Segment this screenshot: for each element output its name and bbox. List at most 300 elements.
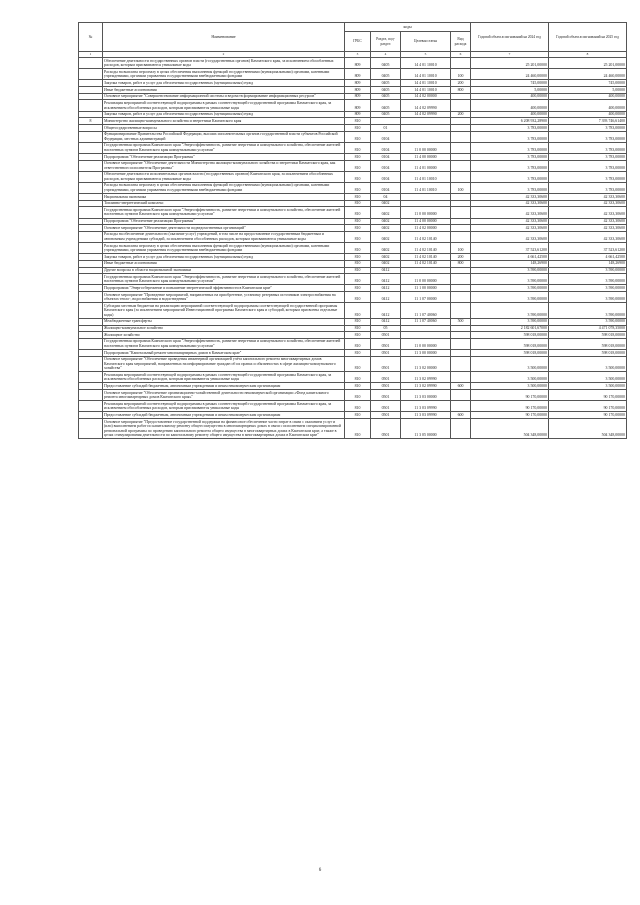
row-vr — [451, 285, 471, 292]
table-row — [79, 254, 627, 261]
row-sum-2025: 3 783,00000 — [549, 131, 627, 142]
row-rzpr: 0405 — [371, 87, 401, 94]
table-row — [79, 142, 627, 153]
row-csr: 11 4 02 00000 — [401, 225, 451, 232]
row-sum-2025: 3 590,00000 — [549, 303, 627, 319]
row-vr: 200 — [451, 80, 471, 87]
row-rzpr: 0405 — [371, 100, 401, 111]
row-number — [79, 285, 103, 292]
row-csr: 11 3 02 09990 — [401, 383, 451, 390]
row-sum-2024: 3 783,00000 — [471, 124, 549, 131]
table-body — [79, 58, 627, 439]
row-grbs: 810 — [345, 200, 371, 207]
table-row — [79, 285, 627, 292]
row-rzpr: 01 — [371, 124, 401, 131]
row-rzpr: 0402 — [371, 254, 401, 261]
row-csr: 11 3 02 00000 — [401, 356, 451, 372]
row-grbs: 810 — [345, 207, 371, 218]
row-name: Жилищно-коммунальное хозяйство — [103, 325, 345, 332]
row-grbs: 810 — [345, 303, 371, 319]
row-csr — [401, 325, 451, 332]
row-number — [79, 383, 103, 390]
table-header — [79, 23, 627, 58]
row-number — [79, 267, 103, 274]
row-grbs: 810 — [345, 412, 371, 419]
row-grbs: 810 — [345, 285, 371, 292]
row-grbs: 810 — [345, 124, 371, 131]
table-row — [79, 390, 627, 401]
row-sum-2025: 3 590,00000 — [549, 285, 627, 292]
row-sum-2025: 42 333,30600 — [549, 200, 627, 207]
page-number: 6 — [318, 868, 322, 873]
row-rzpr — [371, 118, 401, 125]
row-name: Другие вопросы в области национальной экономики — [103, 267, 345, 274]
row-sum-2025: 3 783,00000 — [549, 153, 627, 160]
row-sum-2024: 504 348,00000 — [471, 419, 549, 439]
row-number — [79, 87, 103, 94]
row-name: Закупка товаров, работ и услуг для обеспечения государственных (муниципальных) нужд — [103, 111, 345, 118]
row-sum-2025: 24 460,00000 — [549, 69, 627, 80]
row-grbs: 810 — [345, 338, 371, 349]
table-row — [79, 207, 627, 218]
row-vr — [451, 218, 471, 225]
row-csr: 14 4 01 10010 — [401, 58, 451, 69]
row-sum-2024: 5,00000 — [471, 87, 549, 94]
header-codes: коды — [345, 23, 471, 32]
column-number: 1 — [79, 52, 103, 58]
table-row — [79, 338, 627, 349]
row-name: Общегосударственные вопросы — [103, 124, 345, 131]
row-sum-2024: 3 783,00000 — [471, 182, 549, 193]
row-grbs: 809 — [345, 58, 371, 69]
table-row — [79, 372, 627, 383]
row-sum-2025: 7 393 746,61400 — [549, 118, 627, 125]
row-sum-2024: 90 170,00000 — [471, 412, 549, 419]
row-vr — [451, 124, 471, 131]
row-sum-2025: 90 170,00000 — [549, 401, 627, 412]
row-rzpr: 0104 — [371, 160, 401, 171]
row-csr: 11 4 02 10140 — [401, 231, 451, 242]
row-name: Основное мероприятие "Обеспечение деятельности Министерства жилищно-коммунального хозяйства и энергетики Камчатского края, как ответственного исполнителя Программы" — [103, 160, 345, 171]
row-grbs: 809 — [345, 80, 371, 87]
row-rzpr: 0412 — [371, 318, 401, 325]
column-number: 5 — [401, 52, 451, 58]
row-rzpr: 0402 — [371, 231, 401, 242]
row-csr: 11 1 07 40060 — [401, 318, 451, 325]
row-name: Расходы на обеспечение деятельности (оказание услуг) учреждений, в том числе на предоставление государственным бюджетным и автономным учреждениям субсидий, за исключением обособленных расходов, которым присваиваются уникальные коды — [103, 231, 345, 242]
row-sum-2024: 3 590,00000 — [471, 303, 549, 319]
row-number — [79, 401, 103, 412]
row-name: Субсидии местным бюджетам на реализацию мероприятий соответствующей подпрограммы соответствующей государственной программы Камчатского края (за исключением мероприятий Инвестиционной программы Камчатского края и субсидий, которым присвоены отдельные коды) — [103, 303, 345, 319]
row-grbs: 810 — [345, 292, 371, 303]
table-row — [79, 419, 627, 439]
row-sum-2025: 3 500,00000 — [549, 383, 627, 390]
row-sum-2024: 3 783,00000 — [471, 153, 549, 160]
row-sum-2025: 3 783,00000 — [549, 124, 627, 131]
row-grbs: 810 — [345, 194, 371, 201]
row-vr: 200 — [451, 111, 471, 118]
row-sum-2025: 3 590,00000 — [549, 292, 627, 303]
row-sum-2024: 3 590,00000 — [471, 318, 549, 325]
row-csr: 11 3 03 00000 — [401, 390, 451, 401]
row-grbs: 810 — [345, 383, 371, 390]
row-number — [79, 171, 103, 182]
row-number — [79, 292, 103, 303]
row-rzpr: 05 — [371, 325, 401, 332]
row-number — [79, 274, 103, 285]
row-rzpr: 0412 — [371, 303, 401, 319]
row-sum-2025: 504 348,00000 — [549, 419, 627, 439]
row-sum-2024: 3 500,00000 — [471, 356, 549, 372]
row-number — [79, 182, 103, 193]
row-csr: 11 4 01 00000 — [401, 160, 451, 171]
table-row — [79, 412, 627, 419]
row-sum-2024: 745,00000 — [471, 80, 549, 87]
row-sum-2025: 400,00000 — [549, 93, 627, 100]
row-grbs: 809 — [345, 93, 371, 100]
row-csr: 11 1 07 40060 — [401, 303, 451, 319]
row-csr: 11 4 02 10140 — [401, 243, 451, 254]
row-name: Межбюджетные трансферты — [103, 318, 345, 325]
row-grbs: 809 — [345, 69, 371, 80]
row-sum-2024: 3 590,00000 — [471, 267, 549, 274]
row-vr — [451, 194, 471, 201]
row-grbs: 810 — [345, 182, 371, 193]
row-rzpr: 0402 — [371, 207, 401, 218]
table-row — [79, 118, 627, 125]
row-sum-2025: 25 201,00000 — [549, 58, 627, 69]
row-number — [79, 338, 103, 349]
row-grbs: 810 — [345, 350, 371, 357]
row-csr: 11 4 02 10140 — [401, 254, 451, 261]
row-vr: 100 — [451, 243, 471, 254]
row-number — [79, 80, 103, 87]
row-sum-2025: 90 170,00000 — [549, 390, 627, 401]
table-row — [79, 124, 627, 131]
row-number — [79, 243, 103, 254]
row-sum-2025: 3 783,00000 — [549, 142, 627, 153]
row-sum-2025: 745,00000 — [549, 80, 627, 87]
row-sum-2025: 42 333,30600 — [549, 218, 627, 225]
table-row — [79, 80, 627, 87]
row-name: Расходы на выплаты персоналу в целях обеспечения выполнения функций государственными (муниципальными) органами, казенными учреждениями, органами управления государственными внебюджетными фондами — [103, 243, 345, 254]
row-number — [79, 142, 103, 153]
table-row — [79, 87, 627, 94]
row-number — [79, 93, 103, 100]
row-vr — [451, 58, 471, 69]
column-number: 2 — [103, 52, 345, 58]
table-row — [79, 303, 627, 319]
row-csr — [401, 332, 451, 339]
table-row — [79, 401, 627, 412]
row-csr: 11 4 00 00000 — [401, 153, 451, 160]
row-name: Основное мероприятие "Предоставление государственной поддержки на финансовое обеспечение части затрат в связи с оказанием услуг и (или) выполнением работ по капитальному ремонту общего имущества в многоквартирных домах в связи с исполнением специализированной региональной программы по проведению капитального ремонта общего имущества в многоквартирных домах в Камчатском крае, а также в целях стимулирования деятельности по капитальному ремонту общего имущества в многоквартирных домах в Камчатском крае" — [103, 419, 345, 439]
row-rzpr: 0104 — [371, 182, 401, 193]
row-vr — [451, 292, 471, 303]
row-csr: 11 3 05 00000 — [401, 419, 451, 439]
row-sum-2024: 42 333,30600 — [471, 225, 549, 232]
row-rzpr: 0402 — [371, 243, 401, 254]
row-rzpr: 0412 — [371, 274, 401, 285]
row-name: Государственная программа Камчатского края "Энергоэффективность, развитие энергетики и коммунального хозяйства, обеспечение жителей населенных пунктов Камчатского края коммунальными услугами" — [103, 338, 345, 349]
table-row — [79, 194, 627, 201]
row-number — [79, 225, 103, 232]
row-rzpr: 0405 — [371, 80, 401, 87]
row-name: Расходы на выплаты персоналу в целях обеспечения выполнения функций государственными (муниципальными) органами, казенными учреждениями, органами управления государственными внебюджетными фондами — [103, 69, 345, 80]
row-grbs: 810 — [345, 118, 371, 125]
row-sum-2024: 3 783,00000 — [471, 171, 549, 182]
row-sum-2024: 42 333,30600 — [471, 194, 549, 201]
row-grbs: 810 — [345, 274, 371, 285]
row-csr: 14 4 01 10010 — [401, 87, 451, 94]
row-sum-2025: 42 333,30600 — [549, 194, 627, 201]
row-rzpr: 0405 — [371, 111, 401, 118]
row-csr: 11 1 00 00000 — [401, 285, 451, 292]
row-sum-2025: 148,26900 — [549, 260, 627, 267]
row-vr — [451, 267, 471, 274]
row-sum-2025: 598 018,00000 — [549, 338, 627, 349]
row-vr — [451, 231, 471, 242]
row-vr — [451, 131, 471, 142]
row-number: 8 — [79, 118, 103, 125]
header-rzpr: Раздел, под-раздел — [371, 32, 401, 52]
row-number — [79, 260, 103, 267]
row-name: Реализация мероприятий соответствующей подпрограммы в рамках соответствующей государственной программы Камчатского края, за исключением обособленных расходов, которым присваиваются уникальные коды — [103, 100, 345, 111]
table-row — [79, 332, 627, 339]
row-csr — [401, 124, 451, 131]
row-sum-2025: 598 018,00000 — [549, 332, 627, 339]
row-vr — [451, 303, 471, 319]
row-grbs: 810 — [345, 372, 371, 383]
row-vr — [451, 171, 471, 182]
row-name: Основное мероприятие "Проведение мероприятий, направленных на приобретение, установку резервных источников электроснабжения на объектах тепло-, водоснабжения и водоотведения" — [103, 292, 345, 303]
row-grbs: 810 — [345, 419, 371, 439]
row-csr: 11 3 03 09990 — [401, 401, 451, 412]
row-grbs: 810 — [345, 225, 371, 232]
row-vr — [451, 142, 471, 153]
table-row — [79, 383, 627, 390]
row-rzpr: 0501 — [371, 356, 401, 372]
row-sum-2025: 598 018,00000 — [549, 350, 627, 357]
row-grbs: 810 — [345, 356, 371, 372]
row-grbs: 810 — [345, 325, 371, 332]
row-csr: 14 4 01 10010 — [401, 80, 451, 87]
row-sum-2025: 3 590,00000 — [549, 274, 627, 285]
row-rzpr: 0501 — [371, 372, 401, 383]
row-grbs: 810 — [345, 142, 371, 153]
row-number — [79, 231, 103, 242]
column-number: 8 — [549, 52, 627, 58]
row-sum-2024: 2 182 601,67000 — [471, 325, 549, 332]
row-sum-2025: 37 523,61200 — [549, 243, 627, 254]
row-vr — [451, 200, 471, 207]
row-vr: 200 — [451, 254, 471, 261]
row-name: Топливно-энергетический комплекс — [103, 200, 345, 207]
row-rzpr: 0402 — [371, 225, 401, 232]
row-rzpr: 0402 — [371, 200, 401, 207]
row-number — [79, 100, 103, 111]
row-name: Подпрограмма "Энергосбережение и повышение энергетической эффективности в Камчатском крае" — [103, 285, 345, 292]
row-vr: 500 — [451, 318, 471, 325]
row-rzpr: 0402 — [371, 218, 401, 225]
row-sum-2024: 42 333,30600 — [471, 231, 549, 242]
row-sum-2024: 598 018,00000 — [471, 332, 549, 339]
row-csr: 14 4 01 10010 — [401, 69, 451, 80]
row-name: Основное мероприятие "Обеспечение деятельности подведомственных организаций" — [103, 225, 345, 232]
header-sum-2025: Годовой объем ассигнований на 2025 год — [549, 23, 627, 52]
row-number — [79, 372, 103, 383]
row-sum-2025: 3 500,00000 — [549, 356, 627, 372]
header-grbs: ГРБС — [345, 32, 371, 52]
row-grbs: 810 — [345, 390, 371, 401]
table-row — [79, 93, 627, 100]
row-vr — [451, 356, 471, 372]
table-row — [79, 69, 627, 80]
row-name: Основное мероприятие "Обеспечение организационно-хозяйственной деятельности некоммерческой организации «Фонд капитального ремонта многоквартирных домов Камчатского края»" — [103, 390, 345, 401]
header-num: № — [79, 23, 103, 52]
row-rzpr: 04 — [371, 194, 401, 201]
row-sum-2025: 42 333,30600 — [549, 225, 627, 232]
row-name: Государственная программа Камчатского края "Энергоэффективность, развитие энергетики и коммунального хозяйства, обеспечение жителей населенных пунктов Камчатского края коммунальными услугами" — [103, 207, 345, 218]
row-vr: 600 — [451, 383, 471, 390]
row-number — [79, 124, 103, 131]
row-number — [79, 160, 103, 171]
row-vr — [451, 338, 471, 349]
row-vr — [451, 401, 471, 412]
row-vr — [451, 325, 471, 332]
row-grbs: 810 — [345, 254, 371, 261]
row-sum-2024: 37 523,61200 — [471, 243, 549, 254]
row-vr — [451, 100, 471, 111]
header-csr: Целевая статья — [401, 32, 451, 52]
table-row — [79, 274, 627, 285]
row-sum-2025: 400,00000 — [549, 111, 627, 118]
row-grbs: 810 — [345, 243, 371, 254]
table-row — [79, 58, 627, 69]
row-sum-2025: 3 590,00000 — [549, 267, 627, 274]
row-name: Иные бюджетные ассигнования — [103, 260, 345, 267]
row-vr: 800 — [451, 260, 471, 267]
row-rzpr: 0402 — [371, 260, 401, 267]
row-number — [79, 69, 103, 80]
row-csr: 11 0 00 00000 — [401, 274, 451, 285]
row-number — [79, 318, 103, 325]
row-sum-2024: 400,00000 — [471, 111, 549, 118]
row-sum-2024: 3 590,00000 — [471, 274, 549, 285]
row-number — [79, 350, 103, 357]
row-number — [79, 153, 103, 160]
row-sum-2025: 42 333,30600 — [549, 207, 627, 218]
row-grbs: 810 — [345, 171, 371, 182]
row-name: Жилищное хозяйство — [103, 332, 345, 339]
row-sum-2025: 3 783,00000 — [549, 171, 627, 182]
table-row — [79, 111, 627, 118]
row-vr — [451, 225, 471, 232]
row-number — [79, 303, 103, 319]
column-number: 3 — [345, 52, 371, 58]
row-sum-2025: 5,00000 — [549, 87, 627, 94]
column-number: 7 — [471, 52, 549, 58]
table-row — [79, 350, 627, 357]
row-rzpr: 0501 — [371, 401, 401, 412]
row-grbs: 810 — [345, 218, 371, 225]
row-csr: 11 1 07 00000 — [401, 292, 451, 303]
table-row — [79, 200, 627, 207]
row-name: Предоставление субсидий бюджетным, автономным учреждениям и иным некоммерческим организациям — [103, 412, 345, 419]
row-name: Подпрограмма "Капитальный ремонт многоквартирных домов в Камчатском крае" — [103, 350, 345, 357]
row-number — [79, 325, 103, 332]
row-number — [79, 254, 103, 261]
row-sum-2024: 6 208 932,28900 — [471, 118, 549, 125]
row-csr: 14 4 02 00000 — [401, 93, 451, 100]
row-name: Иные бюджетные ассигнования — [103, 87, 345, 94]
row-number — [79, 58, 103, 69]
row-sum-2024: 598 018,00000 — [471, 338, 549, 349]
column-number: 4 — [371, 52, 401, 58]
row-rzpr: 0405 — [371, 69, 401, 80]
row-name: Реализация мероприятий соответствующей подпрограммы в рамках соответствующей государственной программы Камчатского края, за исключением обособленных расходов, которым присваиваются уникальные коды — [103, 372, 345, 383]
row-sum-2024: 3 590,00000 — [471, 292, 549, 303]
row-number — [79, 200, 103, 207]
row-rzpr: 0412 — [371, 267, 401, 274]
row-csr: 11 3 00 00000 — [401, 350, 451, 357]
row-name: Функционирование Правительства Российской Федерации, высших исполнительных органов государственной власти субъектов Российской Федерации, местных администраций — [103, 131, 345, 142]
row-rzpr: 0104 — [371, 171, 401, 182]
row-grbs: 810 — [345, 267, 371, 274]
row-csr: 11 3 02 09990 — [401, 372, 451, 383]
row-vr — [451, 332, 471, 339]
row-grbs: 810 — [345, 332, 371, 339]
row-csr: 14 4 02 09990 — [401, 111, 451, 118]
row-name: Основное мероприятие "Совершенствование информационной системы и ведомств формирование информационных ресурсов" — [103, 93, 345, 100]
row-grbs: 810 — [345, 153, 371, 160]
row-name: Закупка товаров, работ и услуг для обеспечения государственных (муниципальных) нужд — [103, 80, 345, 87]
header-vr: Вид расхода — [451, 32, 471, 52]
row-number — [79, 218, 103, 225]
row-sum-2025: 3 783,00000 — [549, 160, 627, 171]
row-rzpr: 0405 — [371, 93, 401, 100]
row-number — [79, 131, 103, 142]
row-sum-2024: 3 500,00000 — [471, 383, 549, 390]
row-csr — [401, 118, 451, 125]
row-csr: 11 4 00 00000 — [401, 218, 451, 225]
table-row — [79, 325, 627, 332]
table-row — [79, 260, 627, 267]
row-csr: 14 4 02 09990 — [401, 100, 451, 111]
row-number — [79, 356, 103, 372]
row-csr — [401, 200, 451, 207]
table-row — [79, 318, 627, 325]
row-vr — [451, 390, 471, 401]
row-number — [79, 194, 103, 201]
row-sum-2025: 3 590,00000 — [549, 318, 627, 325]
row-sum-2024: 42 333,30600 — [471, 207, 549, 218]
row-sum-2024: 25 201,00000 — [471, 58, 549, 69]
row-name: Закупка товаров, работ и услуг для обеспечения государственных (муниципальных) нужд — [103, 254, 345, 261]
table-row — [79, 218, 627, 225]
table-row — [79, 243, 627, 254]
table-row — [79, 356, 627, 372]
row-name: Министерство жилищно-коммунального хозяйства и энергетики Камчатского края — [103, 118, 345, 125]
row-csr: 11 0 00 00000 — [401, 338, 451, 349]
row-vr — [451, 274, 471, 285]
row-sum-2024: 24 460,00000 — [471, 69, 549, 80]
row-sum-2025: 3 500,00000 — [549, 372, 627, 383]
row-vr — [451, 419, 471, 439]
row-rzpr: 0501 — [371, 332, 401, 339]
row-vr — [451, 207, 471, 218]
row-sum-2025: 4 661,42500 — [549, 254, 627, 261]
